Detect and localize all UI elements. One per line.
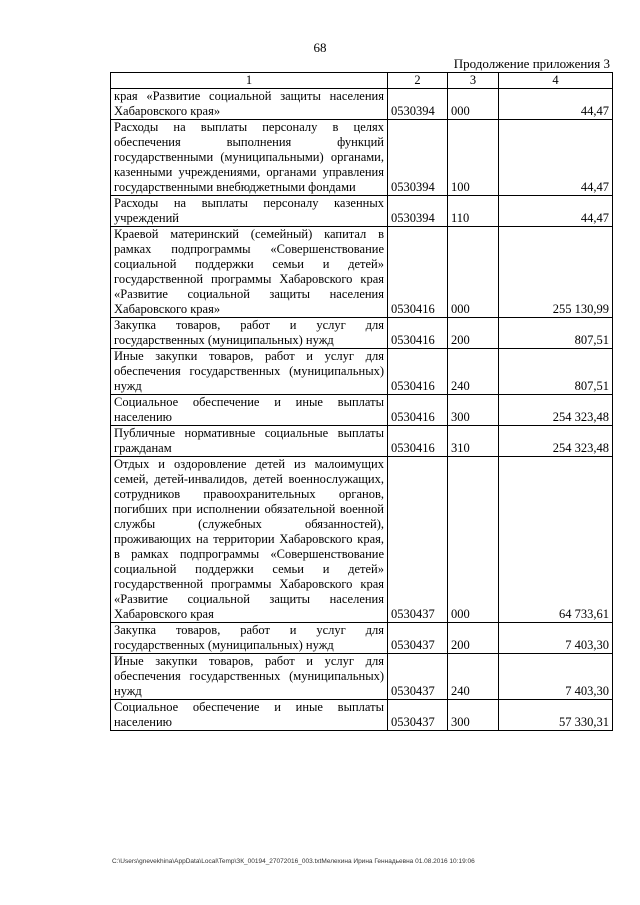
row-csr-code: 0530394: [388, 120, 448, 196]
row-vr-code: 240: [448, 654, 499, 700]
row-vr-code: 110: [448, 196, 499, 227]
row-amount: 44,47: [499, 120, 613, 196]
row-vr-code: 100: [448, 120, 499, 196]
row-amount: 255 130,99: [499, 227, 613, 318]
table-row: [111, 120, 613, 196]
table-row: [111, 227, 613, 318]
row-description: Публичные нормативные социальные выплаты гражданам: [111, 426, 388, 457]
table-row: [111, 318, 613, 349]
row-amount: 44,47: [499, 196, 613, 227]
row-description: Отдых и оздоровление детей из малоимущих семей, детей-инвалидов, детей военнослужащих, сотрудников правоохранительных органов, погибших при исполнении обязательной военной службы (служебных обязанностей), проживающих на территории Хабаровского края, в рамках подпрограммы «Совершенствование социальной поддержки семьи и детей» государственной программы Хабаровского края «Развитие социальной защиты населения Хабаровского края: [111, 457, 388, 623]
row-amount: 254 323,48: [499, 426, 613, 457]
table-row: [111, 700, 613, 731]
row-vr-code: 300: [448, 395, 499, 426]
row-vr-code: 200: [448, 623, 499, 654]
row-csr-code: 0530416: [388, 426, 448, 457]
table-row: [111, 654, 613, 700]
column-header: 4: [499, 73, 613, 89]
header-row: [111, 73, 613, 89]
row-description: Иные закупки товаров, работ и услуг для обеспечения государственных (муниципальных) нужд: [111, 654, 388, 700]
table-row: [111, 89, 613, 120]
row-description: Социальное обеспечение и иные выплаты населению: [111, 700, 388, 731]
row-amount: 44,47: [499, 89, 613, 120]
continuation-label: Продолжение приложения 3: [453, 56, 610, 71]
row-vr-code: 300: [448, 700, 499, 731]
table-row: [111, 349, 613, 395]
row-amount: 7 403,30: [499, 654, 613, 700]
row-vr-code: 000: [448, 89, 499, 120]
row-description: края «Развитие социальной защиты населения Хабаровского края»: [111, 89, 388, 120]
page-number: 68: [313, 40, 327, 55]
column-header: 2: [388, 73, 448, 89]
row-amount: 64 733,61: [499, 457, 613, 623]
table-row: [111, 426, 613, 457]
row-description: Закупка товаров, работ и услуг для государственных (муниципальных) нужд: [111, 318, 388, 349]
footer-file-path: C:\Users\gnevekhina\AppData\Local\Temp\ЗК_00194_27072016_003.txtМелехина Ирина Геннадьевна 01.08.2016 10:19:06: [112, 858, 475, 865]
row-amount: 254 323,48: [499, 395, 613, 426]
row-csr-code: 0530416: [388, 349, 448, 395]
row-description: Краевой материнский (семейный) капитал в рамках подпрограммы «Совершенствование социальной поддержки семьи и детей» государственной программы Хабаровского края «Развитие социальной защиты населения Хабаровского края»: [111, 227, 388, 318]
column-header: 3: [448, 73, 499, 89]
table-row: [111, 457, 613, 623]
table-row: [111, 196, 613, 227]
column-header: 1: [111, 73, 388, 89]
row-description: Иные закупки товаров, работ и услуг для обеспечения государственных (муниципальных) нужд: [111, 349, 388, 395]
row-description: Расходы на выплаты персоналу казенных учреждений: [111, 196, 388, 227]
row-amount: 57 330,31: [499, 700, 613, 731]
row-vr-code: 200: [448, 318, 499, 349]
row-amount: 7 403,30: [499, 623, 613, 654]
row-amount: 807,51: [499, 349, 613, 395]
row-csr-code: 0530394: [388, 89, 448, 120]
row-vr-code: 310: [448, 426, 499, 457]
row-csr-code: 0530416: [388, 318, 448, 349]
row-amount: 807,51: [499, 318, 613, 349]
row-description: Социальное обеспечение и иные выплаты населению: [111, 395, 388, 426]
row-csr-code: 0530416: [388, 395, 448, 426]
table-row: [111, 623, 613, 654]
row-csr-code: 0530437: [388, 700, 448, 731]
row-description: Закупка товаров, работ и услуг для государственных (муниципальных) нужд: [111, 623, 388, 654]
budget-table: [110, 72, 613, 731]
row-csr-code: 0530437: [388, 623, 448, 654]
row-vr-code: 240: [448, 349, 499, 395]
row-csr-code: 0530394: [388, 196, 448, 227]
row-csr-code: 0530437: [388, 457, 448, 623]
table-row: [111, 395, 613, 426]
row-description: Расходы на выплаты персоналу в целях обеспечения выполнения функций государственными (муниципальными) органами, казенными учреждениями, органами управления государственными внебюджетными фондами: [111, 120, 388, 196]
row-vr-code: 000: [448, 227, 499, 318]
row-csr-code: 0530437: [388, 654, 448, 700]
row-csr-code: 0530416: [388, 227, 448, 318]
row-vr-code: 000: [448, 457, 499, 623]
